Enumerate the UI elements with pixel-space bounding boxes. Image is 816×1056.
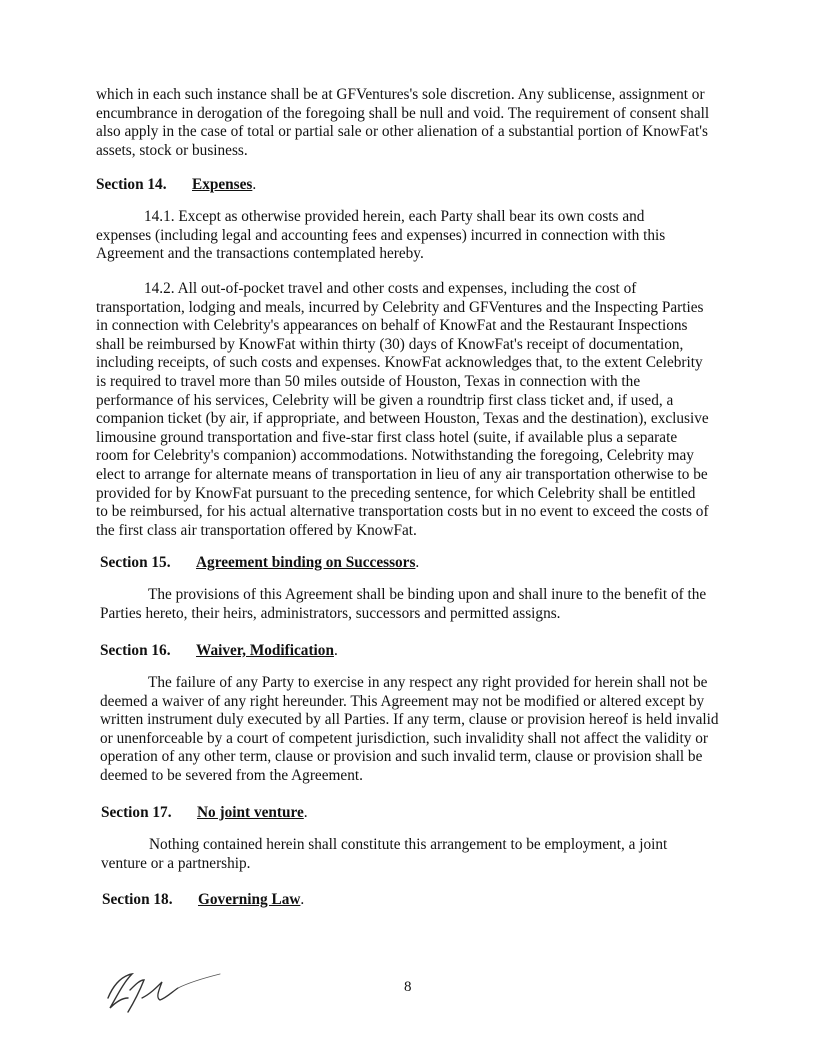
section-18-title: Governing Law <box>198 891 301 908</box>
section-17-number: Section 17. <box>101 804 172 821</box>
section-17-heading: Section 17. No joint venture. <box>101 804 308 821</box>
section-16-number: Section 16. <box>100 642 171 659</box>
section-15-heading: Section 15. Agreement binding on Successors. <box>100 554 420 571</box>
section-17-title: No joint venture <box>197 804 304 821</box>
section-14-number: Section 14. <box>96 176 167 193</box>
section-16-title: Waiver, Modification <box>196 642 334 659</box>
section-15-paragraph: The provisions of this Agreement shall be binding upon and shall inure to the benefit of the Parties hereto, their heirs, administrators, successors and permitted assigns. <box>100 586 707 622</box>
page-number: 8 <box>404 979 412 995</box>
section-14-heading: Section 14. Expenses. <box>96 176 257 193</box>
intro-paragraph: which in each such instance shall be at GFVentures's sole discretion. Any sublicense, assignment or encumbrance in derogation of the foregoing shall be null and void. The requirement of consent shall also apply in the case of total or partial sale or other alienation of a substantial portion of KnowFat's assets, stock or business. <box>96 86 710 159</box>
section-16-paragraph: The failure of any Party to exercise in any respect any right provided for herein shall not be deemed a waiver of any right hereunder. This Agreement may not be modified or altered except by written instrument duly executed by all Parties. If any term, clause or provision hereof is held invalid or unenforceable by a court of competent jurisdiction, such invalidity shall not affect the validity or operation of any other term, clause or provision and such invalid term, clause or provision shall be deemed to be severed from the Agreement. <box>100 674 719 784</box>
section-18-heading: Section 18. Governing Law. <box>102 891 305 908</box>
section-14-title: Expenses <box>192 176 253 193</box>
section-15-title: Agreement binding on Successors <box>196 554 416 571</box>
section-16-heading: Section 16. Waiver, Modification. <box>100 642 338 659</box>
section-14-2-paragraph: 14.2. All out-of-pocket travel and other costs and expenses, including the cost of transportation, lodging and meals, incurred by Celebrity and GFVentures and the Inspecting Parties in connection with Celebrity's appearances on behalf of KnowFat and the Restaurant Inspections shall be reimbursed by KnowFat within thirty (30) days of KnowFat's receipt of documentation, including receipts, of such costs and expenses. KnowFat acknowledges that, to the extent Celebrity is required to travel more than 50 miles outside of Houston, Texas in connection with the performance of his services, Celebrity will be given a roundtrip first class ticket and, if used, a companion ticket (by air, if appropriate, and between Houston, Texas and the destination), exclusive limousine ground transportation and five-star first class hotel (suite, if available plus a separate room for Celebrity's companion) accommodations. Notwithstanding the foregoing, Celebrity may elect to arrange for alternate means of transportation in lieu of any air transportation otherwise to be provided for by KnowFat pursuant to the preceding sentence, for which Celebrity shall be entitled to be reimbursed, for his actual alternative transportation costs but in no event to exceed the costs of the first class air transportation offered by KnowFat. <box>96 280 709 539</box>
handwritten-initials-signature <box>100 968 230 1018</box>
section-15-number: Section 15. <box>100 554 171 571</box>
section-18-number: Section 18. <box>102 891 173 908</box>
section-14-1-paragraph: 14.1. Except as otherwise provided herein, each Party shall bear its own costs and expenses (including legal and accounting fees and expenses) incurred in connection with this Agreement and the transactions contemplated hereby. <box>96 208 666 263</box>
section-17-paragraph: Nothing contained herein shall constitute this arrangement to be employment, a joint venture or a partnership. <box>101 836 668 872</box>
